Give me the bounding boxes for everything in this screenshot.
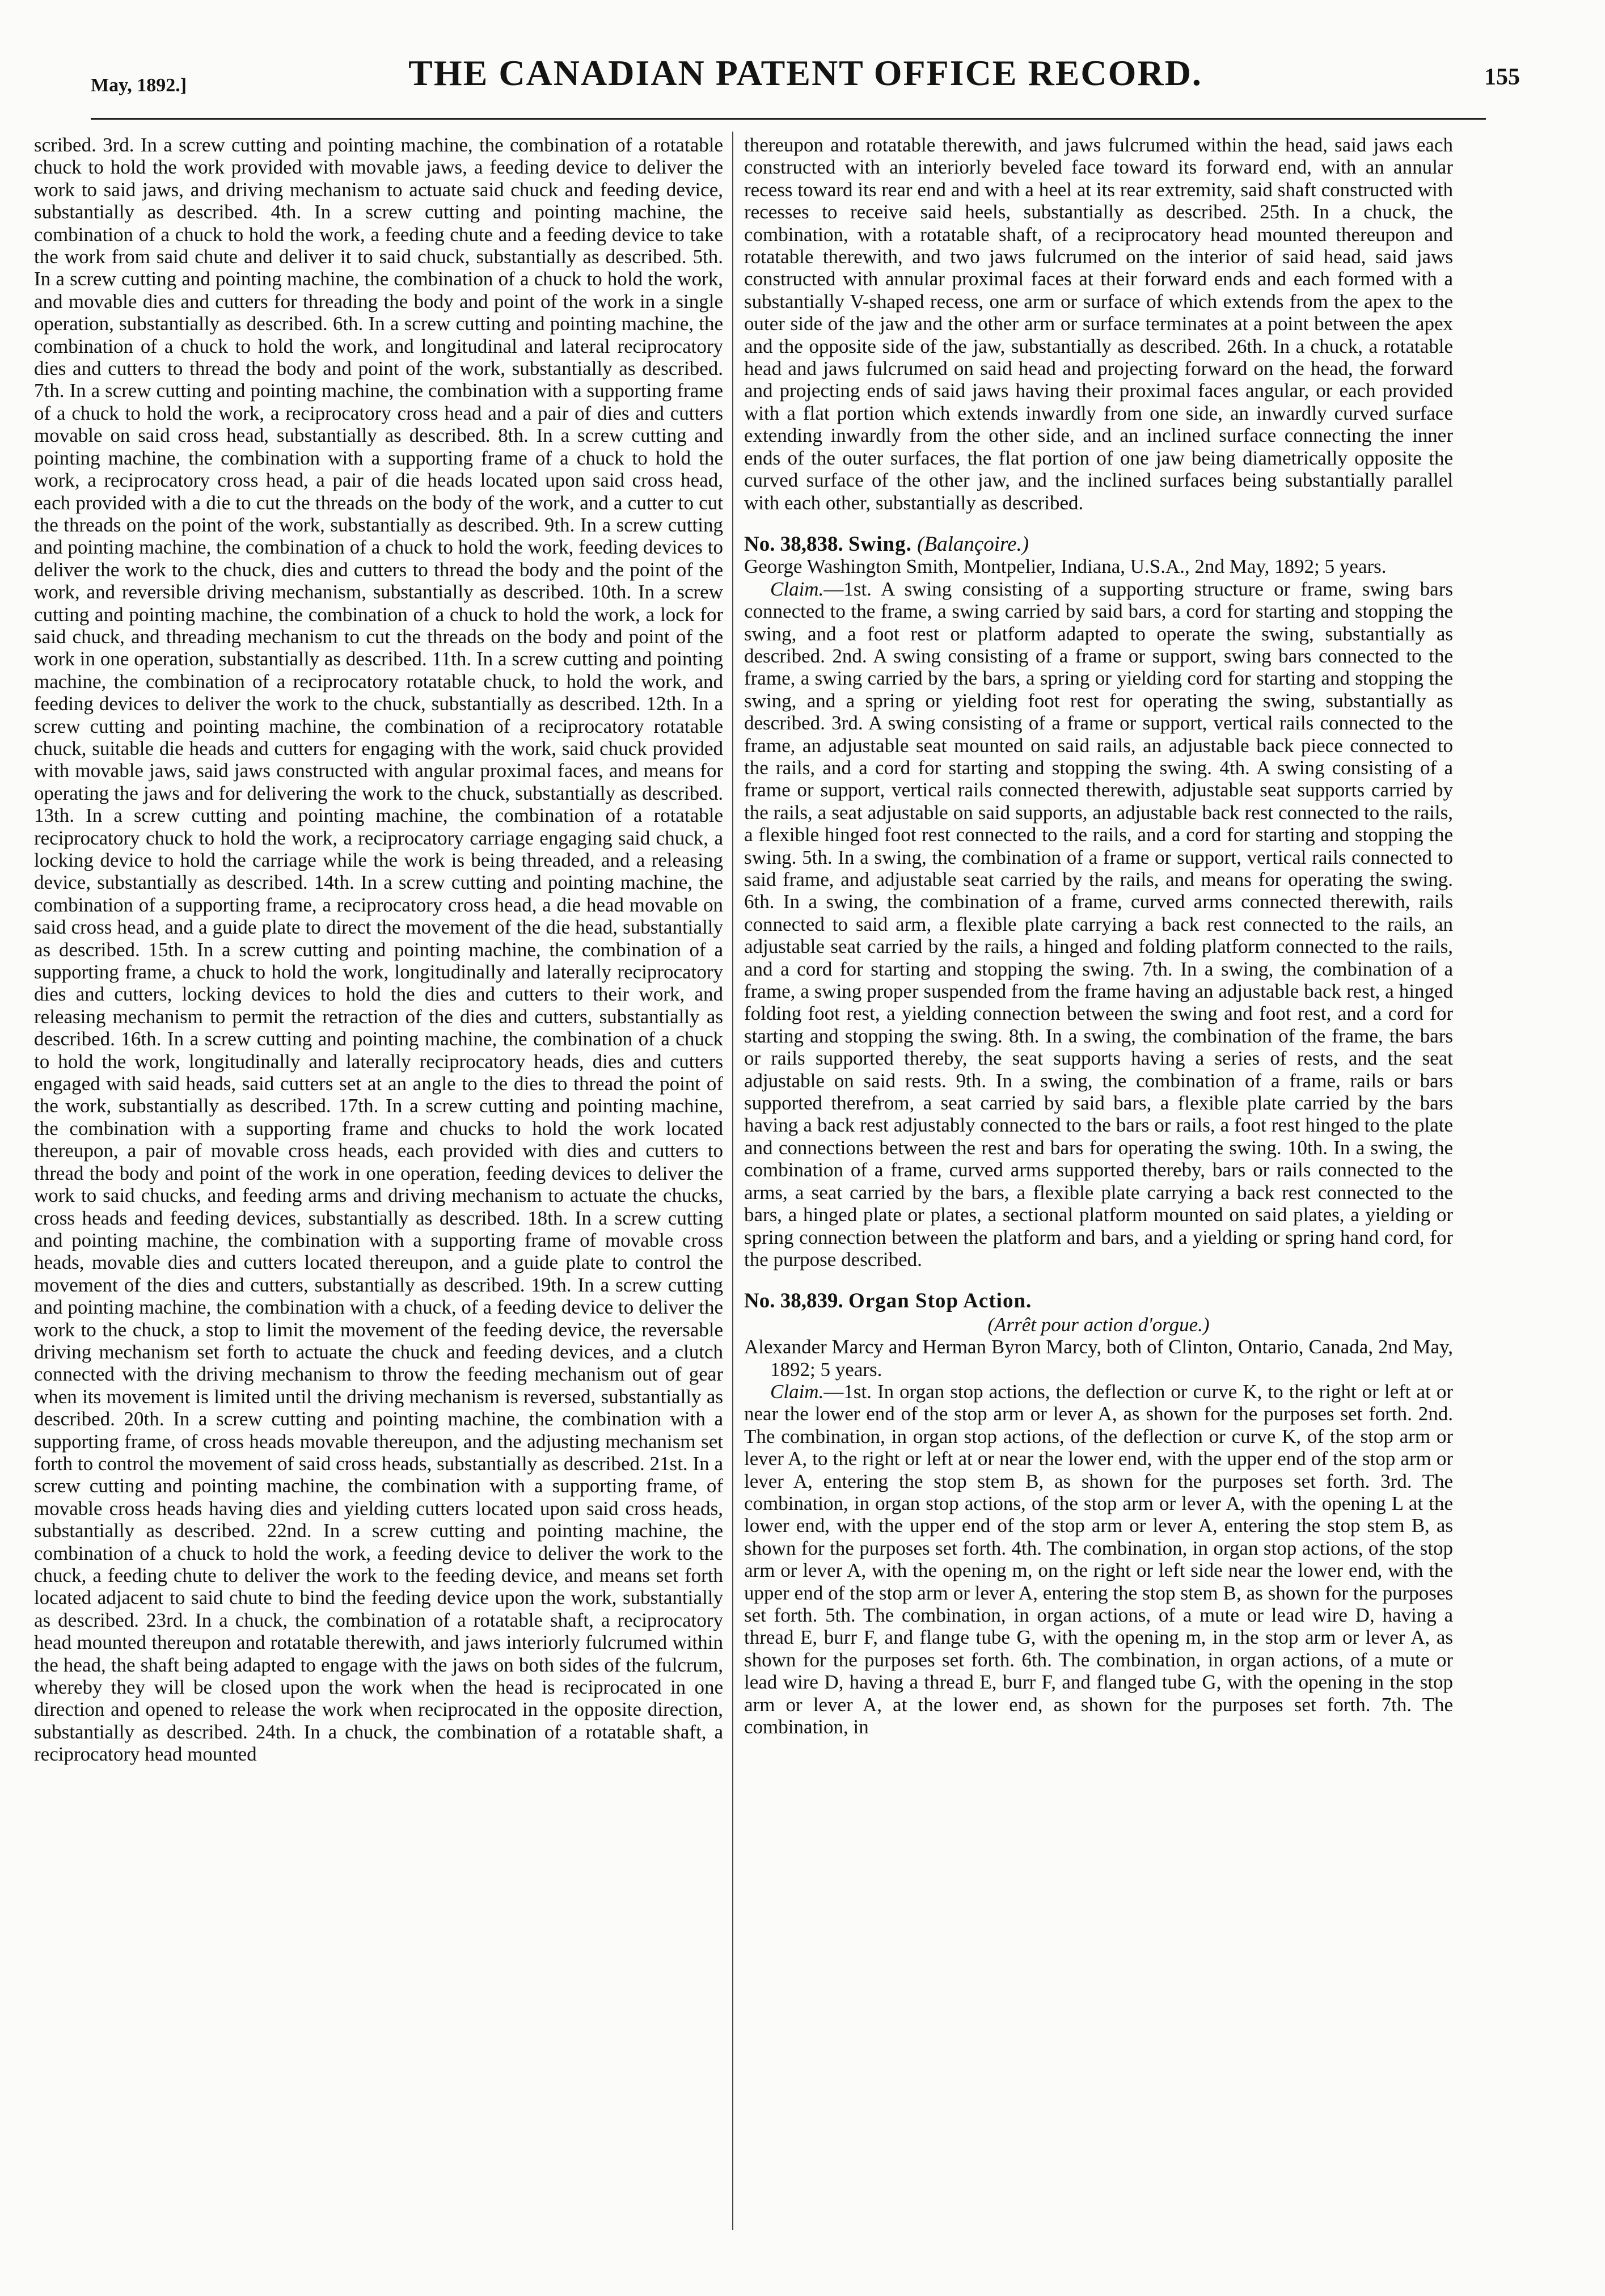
left-column xyxy=(34,134,723,2232)
publication-title: THE CANADIAN PATENT OFFICE RECORD. xyxy=(408,53,1202,93)
patent-claims xyxy=(744,1381,1453,1738)
right-column xyxy=(744,134,1453,2232)
patent-inventor: George Washington Smith, Montpelier, Indiana, U.S.A., 2nd May, 1892; 5 years. xyxy=(744,555,1387,578)
claim-label: Claim. xyxy=(770,577,824,600)
patent-title: Swing. xyxy=(848,532,912,556)
patent-inventor: Alexander Marcy and Herman Byron Marcy, both of Clinton, Ontario, Canada, 2nd May, 1892; 5 years. xyxy=(744,1336,1453,1381)
patent-title: Organ Stop Action. xyxy=(848,1289,1032,1313)
claim-label: Claim. xyxy=(770,1380,824,1403)
claims-continuation-text-right: thereupon and rotatable therewith, and jaws fulcrumed within the head, said jaws each constructed with an interiorly beveled face toward its forward end, with an annular recess toward its rear end and with a heel at its rear extremity, said shaft constructed with recesses to receive said heels, substantially as described. 25th. In a chuck, the combination, with a rotatable shaft, of a reciprocatory head mounted thereupon and rotatable therewith, and two jaws fulcrumed on the interior of said head, said jaws constructed with annular proximal faces at their forward ends and each formed with a substantially V-shaped recess, one arm or surface of which extends from the apex to the outer side of the jaw and the other arm or surface terminates at a point between the apex and the opposite side of the jaw, substantially as described. 26th. In a chuck, a rotatable head and jaws fulcrumed on said head and projecting forward on the head, the forward and projecting ends of said jaws having their proximal faces angular, or each provided with a flat portion which extends inwardly from one side, an inwardly curved surface extending inwardly from the other side, and an inclined surface connecting the inner ends of the outer surfaces, the flat portion of one jaw being diametrically opposite the curved surface of the other jaw, and the inclined surfaces being substantially parallel with each other, substantially as described. xyxy=(744,134,1453,514)
patent-number: No. 38,839. xyxy=(744,1289,843,1313)
patent-heading xyxy=(744,1290,1453,1312)
issue-date: May, 1892.] xyxy=(91,75,187,96)
page-header xyxy=(91,52,1520,115)
claim-text: —1st. A swing consisting of a supporting structure or frame, swing bars connected to the frame, a swing carried by said bars, a cord for starting and stopping the swing, and a foot rest or platform adapted to operate the swing, substantially as described. 2nd. A swing consisting of a frame or support, swing bars connected to the frame, a swing carried by the bars, a spring or yielding cord for starting and stopping the swing, and a spring or yielding foot rest for operating the swing, substantially as described. 3rd. A swing consisting of a frame or support, vertical rails connected to the frame, an adjustable seat mounted on said rails, an adjustable back piece connected to the rails, and a cord for starting and stopping the swing. 4th. A swing consisting of a frame or support, vertical rails connected therewith, adjustable seat supports carried by the rails, a seat adjustable on said supports, an adjustable back rest connected to the rails, a flexible hinged foot rest connected to the rails, and a cord for starting and stopping the swing. 5th. In a swing, the combination of a frame or support, vertical rails connected to said frame, and adjustable seat carried by the rails, and means for operating the swing. 6th. In a swing, the combination of a frame, curved arms connected therewith, rails connected to said arm, a flexible plate carrying a back rest connected to the rails, an adjustable seat carried by the rails, a hinged and folding platform connected to the rails, and a cord for starting and stopping the swing. 7th. In a swing, the combination of a frame, a swing proper suspended from the frame having an adjustable back rest, a hinged folding foot rest, a yielding connection between the swing and foot rest, and a cord for starting and stopping the swing. 8th. In a swing, the combination of the frame, the bars or rails supported thereby, the seat supports having a series of rests, and the seat adjustable on said rests. 9th. In a swing, the combination of a frame, rails or bars supported therefrom, a seat carried by said bars, a flexible plate carried by the bars having a back rest adjustably connected to the bars or rails, a foot rest hinged to the plate and connections between the rest and bars for operating the swing. 10th. In a swing, the combination of a frame, curved arms supported thereby, bars or rails connected to the arms, a seat carried by the bars, a flexible plate carrying a back rest connected to the bars, a hinged plate or plates, a sectional platform mounted on said plates, a yielding or spring connection between the platform and bars, and a yielding or spring hand cord, for the purpose described. xyxy=(744,577,1453,1271)
header-rule xyxy=(91,118,1486,120)
patent-heading xyxy=(744,533,1453,555)
claims-continuation-text: scribed. 3rd. In a screw cutting and pointing machine, the combination of a rotatable chuck to hold the work provided with movable jaws, a feeding device to deliver the work to said jaws, and driving mechanism to actuate said chuck and feeding device, substantially as described. 4th. In a screw cutting and pointing machine, the combination of a chuck to hold the work, a feeding chute and a feeding device to take the work from said chute and deliver it to said chuck, substantially as described. 5th. In a screw cutting and pointing machine, the combination of a chuck to hold the work, and movable dies and cutters for threading the body and point of the work in a single operation, substantially as described. 6th. In a screw cutting and pointing machine, the combination of a chuck to hold the work, and longitudinal and lateral reciprocatory dies and cutters to thread the body and point of the work, substantially as described. 7th. In a screw cutting and pointing machine, the combination with a supporting frame of a chuck to hold the work, a reciprocatory cross head and a pair of dies and cutters movable on said cross head, substantially as described. 8th. In a screw cutting and pointing machine, the combination with a supporting frame of a chuck to hold the work, a reciprocatory cross head, a pair of die heads located upon said cross head, each provided with a die to cut the threads on the body of the work, and a cutter to cut the threads on the point of the work, substantially as described. 9th. In a screw cutting and pointing machine, the combination of a chuck to hold the work, feeding devices to deliver the work to the chuck, dies and cutters to thread the body and the point of the work, and reversible driving mechanism, substantially as described. 10th. In a screw cutting and pointing machine, the combination of a chuck to hold the work, a lock for said chuck, and threading mechanism to cut the threads on the body and point of the work in one operation, substantially as described. 11th. In a screw cutting and pointing machine, the combination of a reciprocatory rotatable chuck, to hold the work, and feeding devices to deliver the work to the chuck, substantially as described. 12th. In a screw cutting and pointing machine, the combination of a reciprocatory rotatable chuck, suitable die heads and cutters for engaging with the work, said chuck provided with movable jaws, said jaws constructed with angular proximal faces, and means for operating the jaws and for delivering the work to the chuck, substantially as described. 13th. In a screw cutting and pointing machine, the combination of a rotatable reciprocatory chuck to hold the work, a reciprocatory carriage engaging said chuck, a locking device to hold the carriage while the work is being threaded, and a releasing device, substantially as described. 14th. In a screw cutting and pointing machine, the combination of a supporting frame, a reciprocatory cross head, a die head movable on said cross head, and a guide plate to direct the movement of the die head, substantially as described. 15th. In a screw cutting and pointing machine, the combination of a supporting frame, a chuck to hold the work, longitudinally and laterally reciprocatory dies and cutters, locking devices to hold the dies and cutters to their work, and releasing mechanism to permit the retraction of the dies and cutters, substantially as described. 16th. In a screw cutting and pointing machine, the combination of a chuck to hold the work, longitudinally and laterally reciprocatory heads, dies and cutters engaged with said heads, said cutters set at an angle to the dies to thread the point of the work, substantially as described. 17th. In a screw cutting and pointing machine, the combination with a supporting frame and chucks to hold the work located thereupon, a pair of movable cross heads, each provided with dies and cutters to thread the body and point of the work in one operation, feeding devices to deliver the work to said chucks, and feeding arms and driving mechanism to actuate the chucks, cross heads and feeding devices, substantially as described. 18th. In a screw cutting and pointing machine, the combination with a supporting frame of movable cross heads, movable dies and cutters located thereupon, and a guide plate to control the movement of the dies and cutters, substantially as described. 19th. In a screw cutting and pointing machine, the combination with a chuck, of a feeding device to deliver the work to the chuck, a stop to limit the movement of the feeding device, the reversable driving mechanism set forth to actuate the chuck and feeding devices, and a clutch connected with the driving mechanism to throw the feeding mechanism out of gear when its movement is limited until the driving mechanism is reversed, substantially as described. 20th. In a screw cutting and pointing machine, the combination with a supporting frame, of cross heads movable thereupon, and the adjusting mechanism set forth to control the movement of said cross heads, substantially as described. 21st. In a screw cutting and pointing machine, the combination with a supporting frame, of movable cross heads having dies and yielding cutters located upon said cross heads, substantially as described. 22nd. In a screw cutting and pointing machine, the combination of a chuck to hold the work, a feeding device to deliver the work to the chuck, a feeding chute to deliver the work to the feeding device, and means set forth located adjacent to said chute to bind the feeding device upon the work, substantially as described. 23rd. In a chuck, the combination of a rotatable shaft, a reciprocatory head mounted thereupon and rotatable therewith, and jaws interiorly fulcrumed within the head, the shaft being adapted to engage with the jaws on both sides of the fulcrum, whereby they will be closed upon the work when the head is reciprocated in one direction and opened to release the work when reciprocated in the opposite direction, substantially as described. 24th. In a chuck, the combination of a rotatable shaft, a reciprocatory head mounted xyxy=(34,134,723,1766)
patent-entry-organ-stop-action xyxy=(744,1290,1453,1738)
patent-french-title: (Arrêt pour action d'orgue.) xyxy=(987,1313,1210,1336)
patent-entry-swing xyxy=(744,533,1453,1271)
column-divider xyxy=(732,132,733,2230)
patent-claims xyxy=(744,578,1453,1271)
page-number: 155 xyxy=(1484,64,1520,90)
claim-text: —1st. In organ stop actions, the deflection or curve K, to the right or left at or near the lower end of the stop arm or lever A, as shown for the purposes set forth. 2nd. The combination, in organ stop actions, of the deflection or curve K, of the stop arm or lever A, to the right or left at or near the lower end, with the upper end of the stop arm or lever A, entering the stop stem B, as shown for the purposes set forth. 3rd. The combination, in organ stop actions, of the stop arm or lever A, with the opening L at the lower end, with the upper end of the stop arm or lever A, entering the stop stem B, as shown for the purposes set forth. 4th. The combination, in organ stop actions, of the stop arm or lever A, with the opening m, on the right or left side near the lower end, with the upper end of the stop arm or lever A, entering the stop stem B, as shown for the purposes set forth. 5th. The combination, in organ actions, of a mute or lead wire D, having a thread E, burr F, and flange tube G, with the opening m, in the stop arm or lever A, as shown for the purposes set forth. 6th. The combination, in organ actions, of a mute or lead wire D, having a thread E, burr F, and flanged tube G, with the opening in the stop arm or lever A, at the lower end, as shown for the purposes set forth. 7th. The combination, in xyxy=(744,1380,1453,1738)
patent-french-title: (Balançoire.) xyxy=(917,532,1029,556)
patent-number: No. 38,838. xyxy=(744,532,843,556)
